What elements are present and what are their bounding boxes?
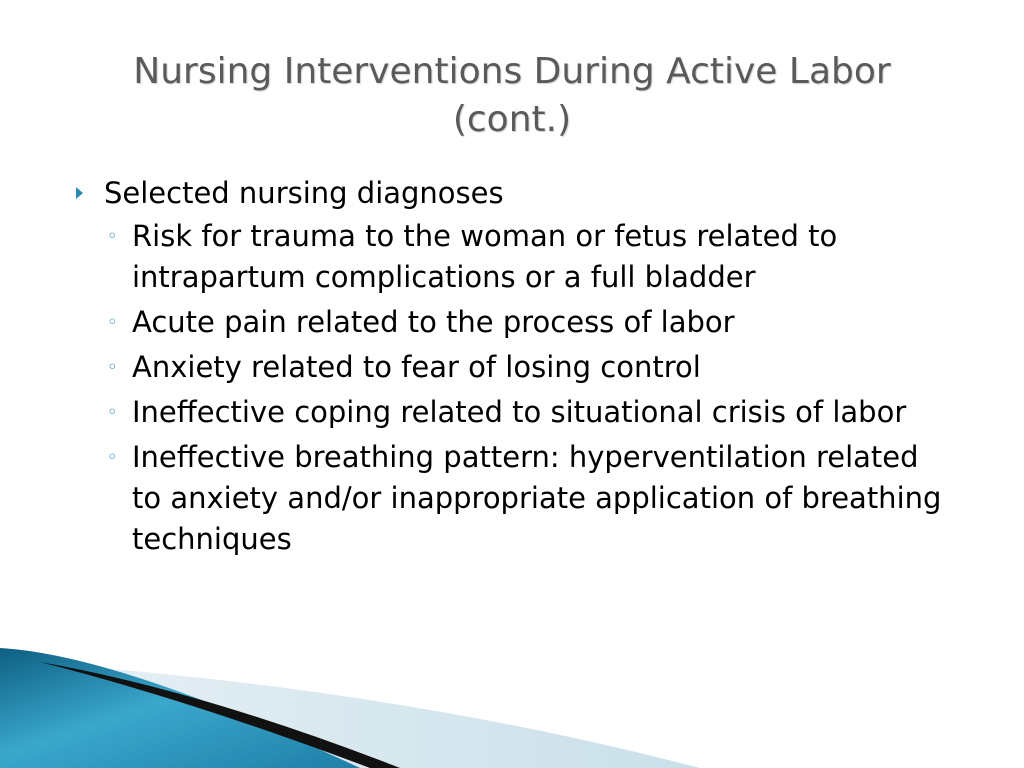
list-item-text: Ineffective breathing pattern: hyperventilation related to anxiety and/or inappropriate application of breathing techniques — [132, 440, 942, 556]
list-item — [74, 216, 952, 298]
slide-content — [74, 172, 974, 564]
list-item — [74, 392, 952, 433]
list-item — [74, 347, 952, 388]
circle-bullet-icon: ◦ — [107, 357, 118, 378]
list-item-text: Anxiety related to fear of losing control — [132, 350, 701, 384]
circle-bullet-icon: ◦ — [107, 312, 118, 333]
list-item-text: Acute pain related to the process of labor — [132, 305, 735, 339]
sub-bullet-list — [74, 216, 974, 560]
circle-bullet-icon: ◦ — [107, 447, 118, 468]
list-item — [74, 302, 952, 343]
list-item-text: Ineffective coping related to situational crisis of labor — [132, 395, 907, 429]
list-item — [74, 437, 952, 560]
bullet-selected-nursing-diagnoses — [74, 172, 974, 214]
page-title — [60, 48, 964, 144]
list-item-text: Risk for trauma to the woman or fetus related to intrapartum complications or a full bladder — [132, 219, 838, 294]
circle-bullet-icon: ◦ — [107, 226, 118, 247]
title-line-1: Nursing Interventions During Active Labor — [133, 51, 891, 92]
bullet-label: Selected nursing diagnoses — [104, 176, 504, 210]
circle-bullet-icon: ◦ — [107, 402, 118, 423]
title-line-2: (cont.) — [452, 99, 572, 140]
triangle-bullet-icon — [76, 187, 83, 199]
